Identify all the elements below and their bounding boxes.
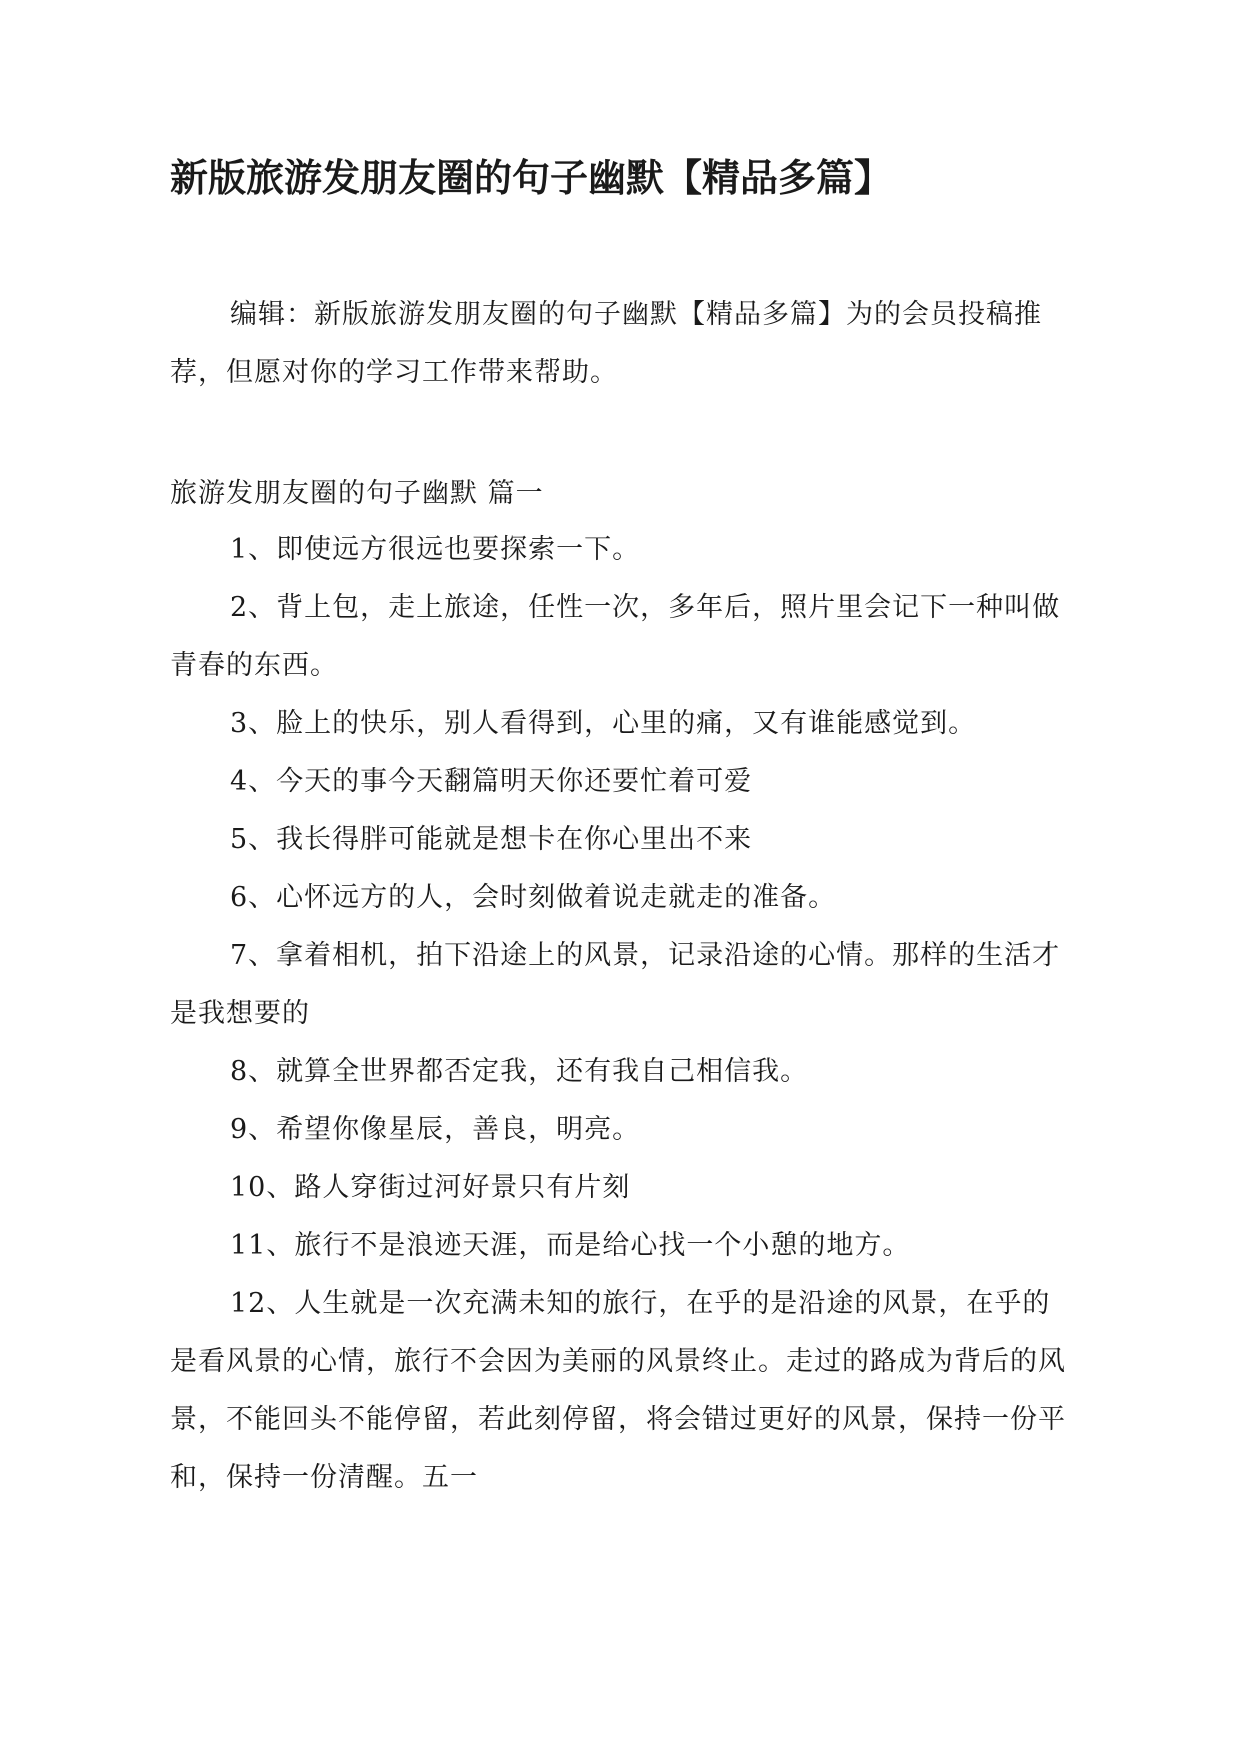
- intro-paragraph: 编辑：新版旅游发朋友圈的句子幽默【精品多篇】为的会员投稿推荐，但愿对你的学习工作带来帮助。: [170, 299, 1042, 388]
- list-item: 2、背上包，走上旅途，任性一次，多年后，照片里会记下一种叫做青春的东西。: [170, 592, 1061, 681]
- list-item: 9、希望你像星辰，善良，明亮。: [230, 1114, 641, 1145]
- list-item: 1、即使远方很远也要探索一下。: [230, 534, 641, 565]
- list-item: 8、就算全世界都否定我，还有我自己相信我。: [230, 1056, 809, 1087]
- section-heading: 旅游发朋友圈的句子幽默 篇一: [170, 478, 544, 509]
- document-title: 新版旅游发朋友圈的句子幽默【精品多篇】: [170, 156, 893, 200]
- sentence-list: [170, 521, 1070, 1507]
- list-item: 5、我长得胖可能就是想卡在你心里出不来: [230, 824, 753, 855]
- list-item: 11、旅行不是浪迹天涯，而是给心找一个小憩的地方。: [230, 1230, 911, 1261]
- list-item: 10、路人穿街过河好景只有片刻: [230, 1172, 631, 1203]
- list-item: 3、脸上的快乐，别人看得到，心里的痛，又有谁能感觉到。: [230, 708, 977, 739]
- list-item: 12、人生就是一次充满未知的旅行，在乎的是沿途的风景，在乎的是看风景的心情，旅行不会因为美丽的风景终止。走过的路成为背后的风景，不能回头不能停留，若此刻停留，将会错过更好的风景，保持一份平和，保持一份清醒。五一: [170, 1288, 1066, 1493]
- list-item: 6、心怀远方的人，会时刻做着说走就走的准备。: [230, 882, 837, 913]
- list-item: 4、今天的事今天翻篇明天你还要忙着可爱: [230, 766, 753, 797]
- list-item: 7、拿着相机，拍下沿途上的风景，记录沿途的心情。那样的生活才是我想要的: [170, 940, 1061, 1029]
